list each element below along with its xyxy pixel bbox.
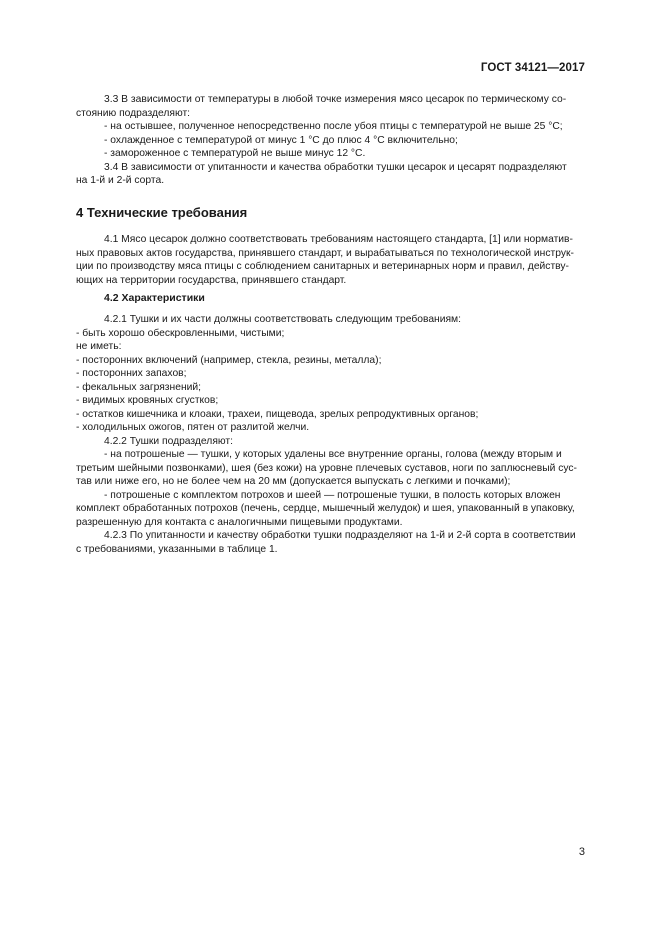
section-title: 4 Технические требования — [76, 205, 248, 220]
paragraph-4-1-line: ции по производству мяса птицы с соблюдением санитарных и ветеринарных норм и правил, действу- — [76, 261, 569, 272]
paragraph-line: третьим шейными позвонками), шея (без кожи) на уровне плечевых суставов, ноги по заплюсневый сус- — [76, 462, 577, 474]
subsection-header-block — [76, 292, 585, 306]
paragraph-line: разрешенную для контакта с аналогичными пищевыми продуктами. — [76, 516, 403, 528]
list-item: - остатков кишечника и клоаки, трахеи, пищевода, зрелых репродуктивных органов; — [76, 408, 479, 420]
list-item: - быть хорошо обескровленными, чистыми; — [76, 327, 285, 339]
clause-4-1-block — [76, 233, 585, 287]
paragraph-3-3-line: 3.3 В зависимости от температуры в любой точке измерения мясо цесарок по термическому со- — [104, 94, 567, 105]
list-item: - охлажденное с температурой от минус 1 °С до плюс 4 °С включительно; — [104, 134, 458, 146]
paragraph-3-4-line: 3.4 В зависимости от упитанности и качества обработки тушки цесарок и цесарят подразделяют — [104, 161, 567, 173]
clause-4-2-block — [76, 313, 585, 556]
paragraph-line: - потрошеные с комплектом потрохов и шеей — потрошеные тушки, в полость которых вложен — [104, 489, 561, 501]
paragraph-line: комплект обработанных потрохов (печень, сердце, мышечный желудок) и шея, упакованный в упаковку, — [76, 503, 575, 514]
list-item: - видимых кровяных сгустков; — [76, 395, 219, 406]
page-number: 3 — [578, 846, 585, 858]
list-item: - фекальных загрязнений; — [76, 381, 201, 393]
paragraph-line: 4.2.3 По упитанности и качеству обработки тушки подразделяют на 1-й и 2-й сорта в соответствии — [104, 530, 576, 541]
list-item: - замороженное с температурой не выше минус 12 °С. — [104, 148, 366, 159]
paragraph-3-4-line: на 1-й и 2-й сорта. — [76, 175, 165, 186]
paragraph-4-1-line: ющих на территории государства, принявшего стандарт. — [76, 274, 347, 286]
paragraph-line: тав или ниже его, но не более чем на 20 мм (допускается выпускать с легкими и почками); — [76, 476, 511, 487]
list-item: - холодильных ожогов, пятен от разлитой желчи. — [76, 422, 310, 433]
list-item: 4.2.1 Тушки и их части должны соответствовать следующим требованиям: — [104, 314, 461, 325]
list-item: 4.2.2 Тушки подразделяют: — [104, 435, 233, 447]
document-header: ГОСТ 34121—2017 — [480, 62, 585, 74]
paragraph-line: - на потрошеные — тушки, у которых удалены все внутренние органы, голова (между вторым и — [104, 449, 562, 460]
paragraph-line: с требованиями, указанными в таблице 1. — [76, 543, 278, 555]
subsection-title: 4.2 Характеристики — [104, 292, 205, 304]
list-item: - посторонних включений (например, стекла, резины, металла); — [76, 354, 382, 366]
paragraph-4-1-line: ных правовых актов государства, принявшего стандарт, и вырабатываться по технологической инструк- — [76, 247, 574, 259]
list-item: - на остывшее, полученное непосредственно после убоя птицы с температурой не выше 25 °С; — [104, 121, 563, 132]
list-item: не иметь: — [76, 341, 122, 352]
clause-3-block — [76, 93, 585, 188]
paragraph-4-1-line: 4.1 Мясо цесарок должно соответствовать требованиям настоящего стандарта, [1] или норматив- — [104, 234, 573, 245]
paragraph-3-3-line: стоянию подразделяют: — [76, 107, 191, 119]
list-item: - посторонних запахов; — [76, 368, 187, 379]
